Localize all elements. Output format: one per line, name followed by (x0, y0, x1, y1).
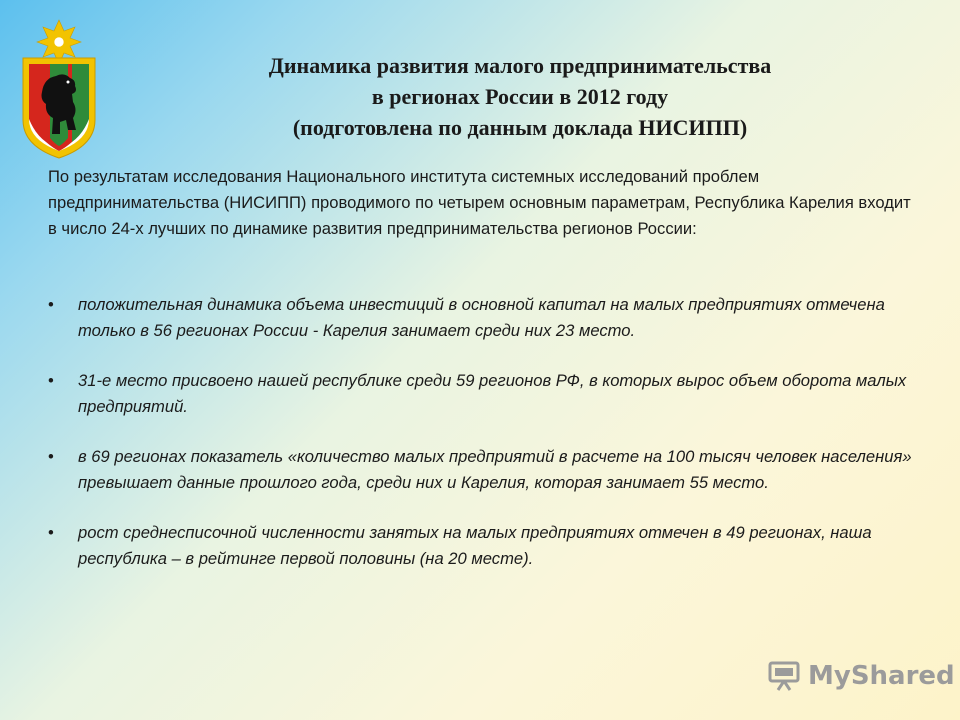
bullet-list (48, 292, 918, 596)
list-item: • в 69 регионах показатель «количество малых предприятий в расчете на 100 тысяч человек населения» превышает данные прошлого года, среди них и Карелия, которая занимает 55 место. (48, 444, 918, 495)
list-item: • положительная динамика объема инвестиций в основной капитал на малых предприятиях отмечена только в 56 регионах России - Карелия занимает среди них 23 место. (48, 292, 918, 343)
title-line-3: (подготовлена по данным доклада НИСИПП) (292, 115, 748, 140)
list-item: • рост среднесписочной численности занятых на малых предприятиях отмечен в 49 регионах, наша республика – в рейтинге первой половины (на 20 месте). (48, 520, 918, 571)
presentation-board-icon (768, 660, 802, 692)
list-item: • 31-е место присвоено нашей республике среди 59 регионов РФ, в которых вырос объем оборота малых предприятий. (48, 368, 918, 419)
intro-paragraph: По результатам исследования Национального института системных исследований проблем предпринимательства (НИСИПП) проводимого по четырем основным параметрам, Республика Карелия входит в число 24-х лучших по динамике развития предпринимательства регионов России: (48, 167, 911, 238)
watermark (768, 658, 955, 694)
page-title (150, 50, 890, 143)
star-icon (37, 20, 81, 64)
title-line-2: в регионах России в 2012 году (371, 84, 669, 109)
watermark-text: MyShared (808, 661, 955, 691)
title-line-1: Динамика развития малого предпринимательства (268, 53, 772, 78)
karelia-coat-of-arms-icon (20, 18, 98, 160)
